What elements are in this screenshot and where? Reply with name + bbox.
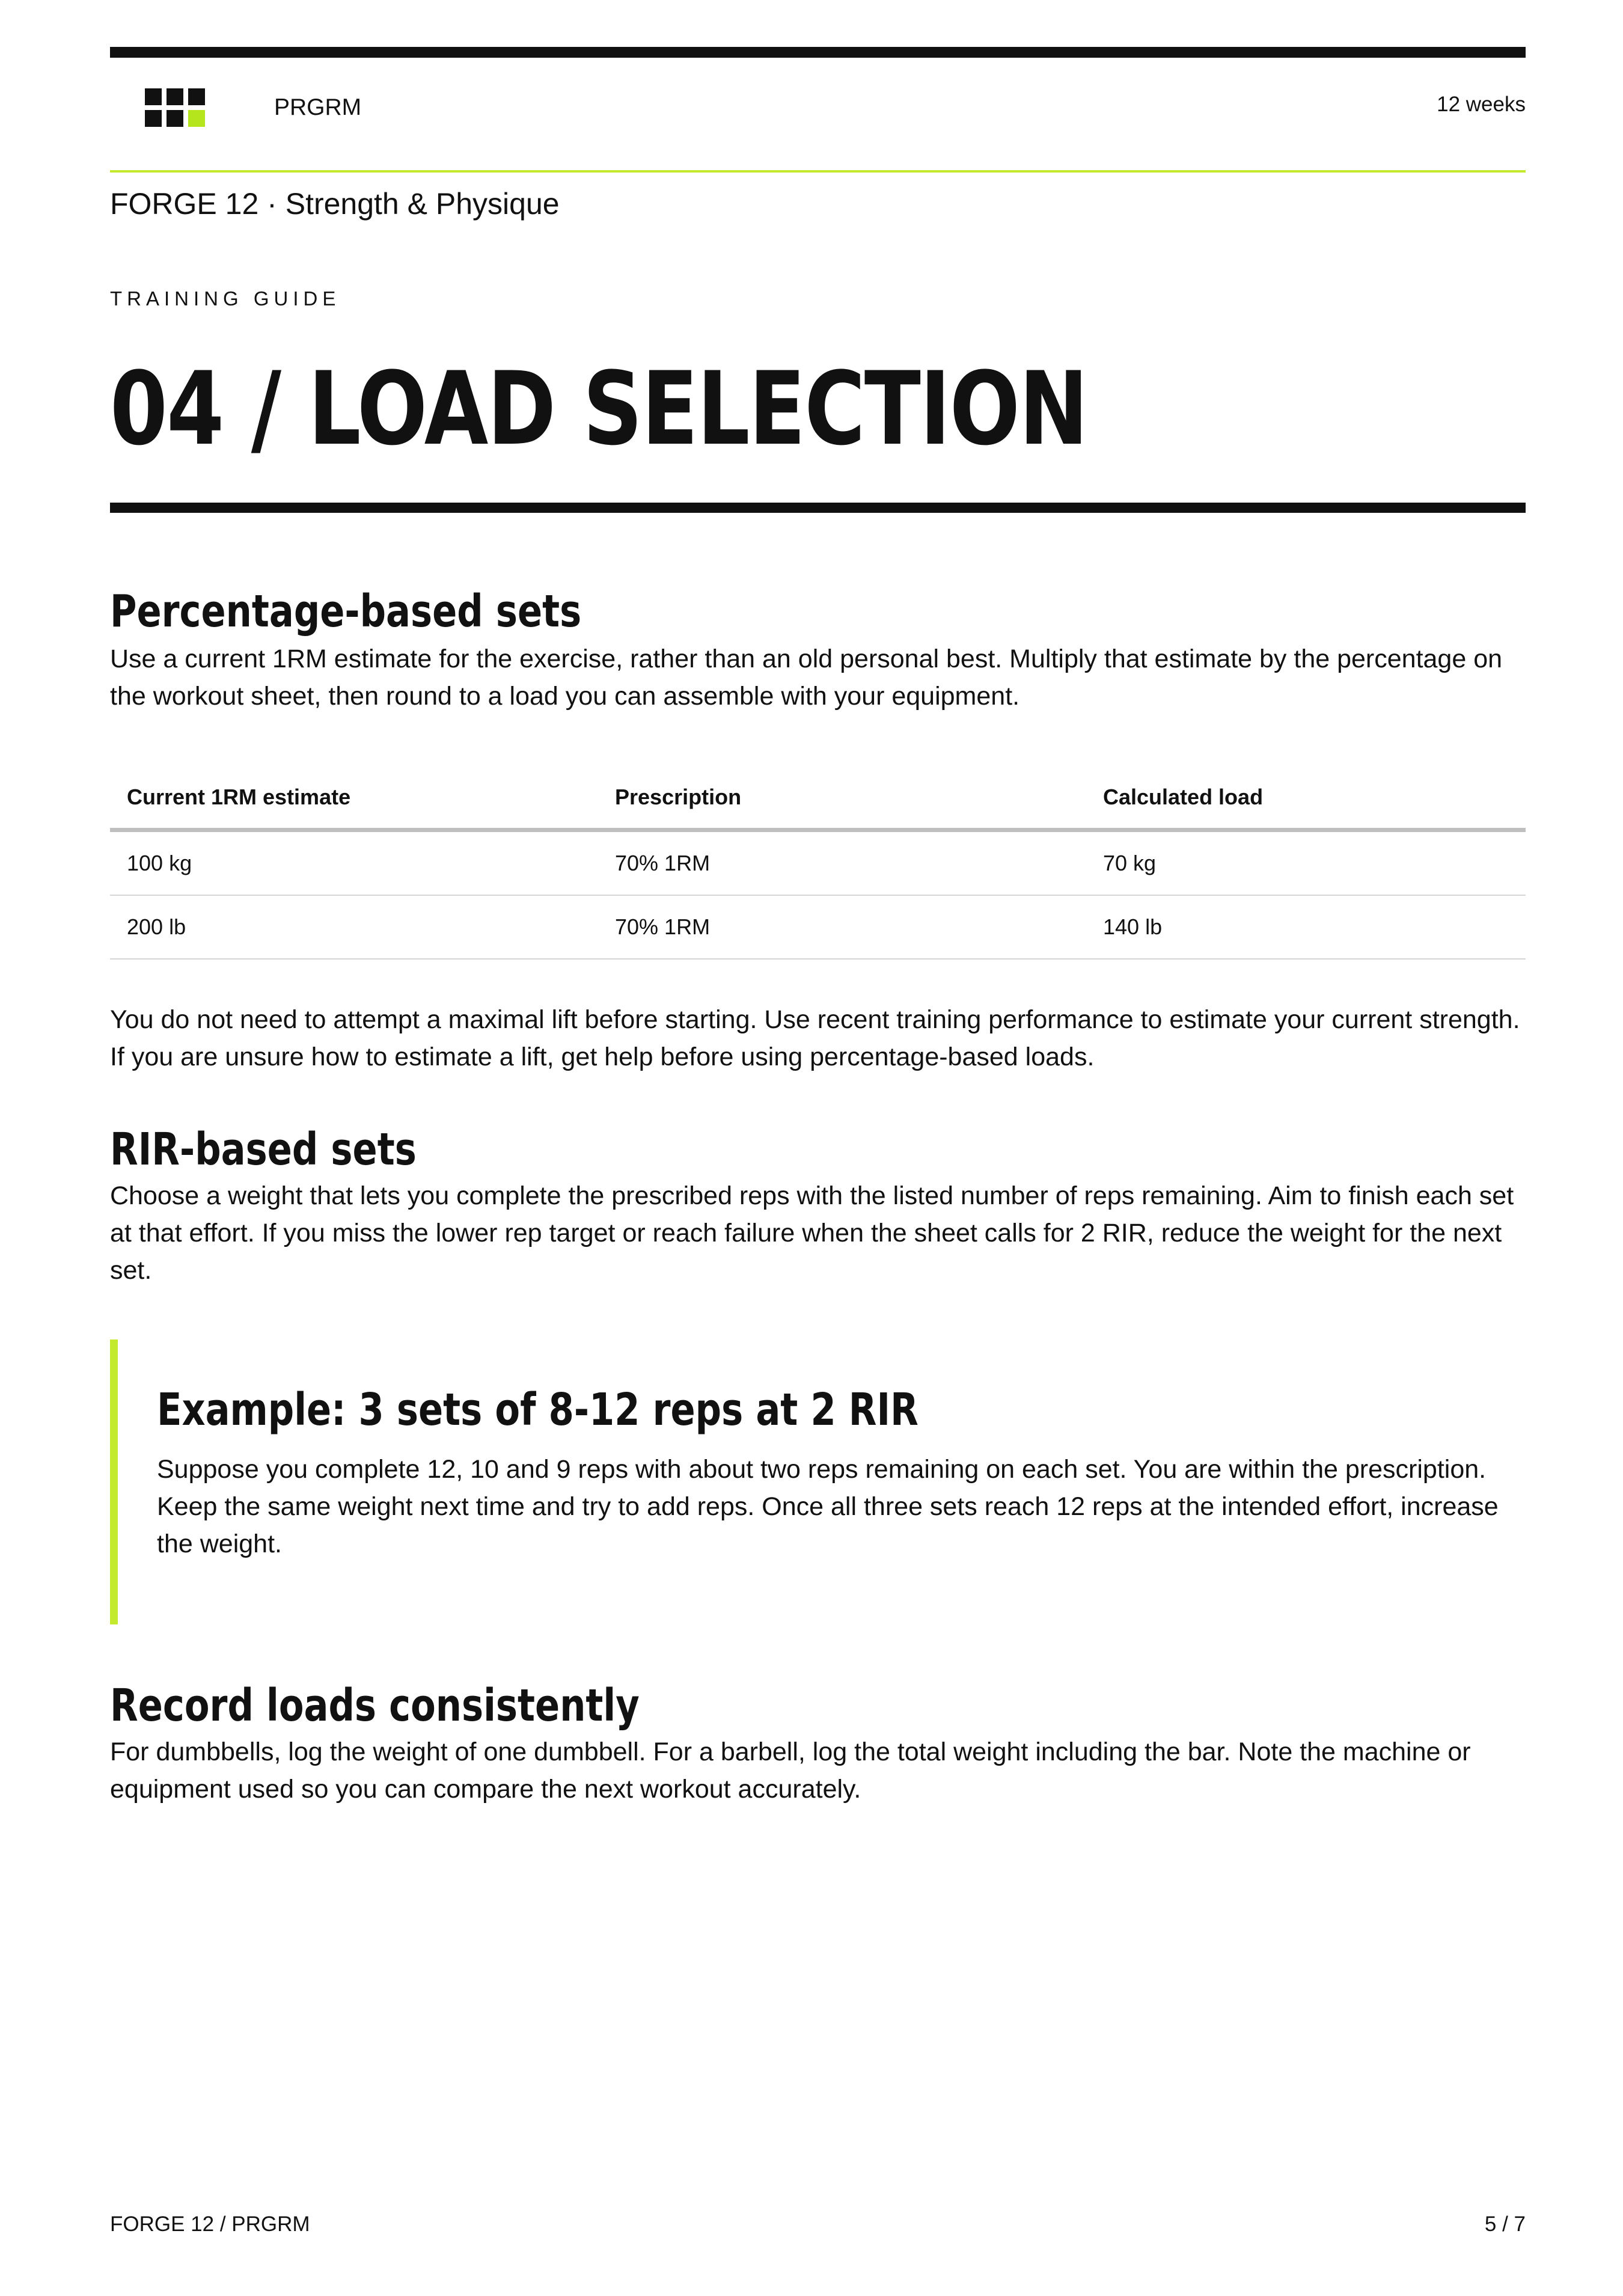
eyebrow-label: TRAINING GUIDE (110, 287, 341, 310)
chapter-rule (110, 503, 1526, 513)
page-number: 5 / 7 (1484, 2212, 1526, 2236)
program-duration: 12 weeks (1437, 93, 1526, 116)
callout-accent-bar (110, 1339, 118, 1624)
table-header-cell: Prescription (598, 767, 1086, 830)
table-cell: 200 lb (110, 895, 598, 959)
rir-text: Choose a weight that lets you complete the prescribed reps with the listed number of reps remaining. Aim to finish each set at that effort. If you miss the lower rep target or reach failure when the sheet calls for 2 RIR, reduce the weight for the next set. (110, 1181, 1514, 1285)
section-heading-percentage: Percentage-based sets (110, 586, 582, 637)
table-header-cell: Calculated load (1086, 767, 1526, 830)
grid-logo-icon (145, 88, 205, 127)
table-cell: 70% 1RM (598, 895, 1086, 959)
record-text: For dumbbells, log the weight of one dumbbell. For a barbell, log the total weight including the bar. Note the machine or equipment used so you can compare the next workout accurately. (110, 1737, 1471, 1804)
table-cell: 70% 1RM (598, 830, 1086, 896)
table-row (110, 830, 1526, 896)
footer-title: FORGE 12 / PRGRM (110, 2212, 310, 2236)
section-heading-record: Record loads consistently (110, 1680, 640, 1731)
callout-text: Suppose you complete 12, 10 and 9 reps with about two reps remaining on each set. You are within the prescription. Keep the same weight next time and try to add reps. Once all three sets reach 12 reps at the intended effort, increase the weight. (157, 1455, 1499, 1558)
example-callout (110, 1339, 1526, 1624)
table-cell: 140 lb (1086, 895, 1526, 959)
accent-rule (110, 170, 1526, 173)
load-table (110, 767, 1526, 960)
program-title: FORGE 12 · Strength & Physique (110, 187, 560, 221)
callout-heading: Example: 3 sets of 8-12 reps at 2 RIR (157, 1384, 918, 1436)
section-heading-rir: RIR-based sets (110, 1124, 417, 1175)
table-cell: 70 kg (1086, 830, 1526, 896)
table-row (110, 895, 1526, 959)
table-header-cell: Current 1RM estimate (110, 767, 598, 830)
top-rule (110, 47, 1526, 58)
brand-name: PRGRM (274, 94, 362, 120)
chapter-title: 04 / LOAD SELECTION (110, 350, 1087, 468)
table-header-row (110, 767, 1526, 830)
brand-header (145, 88, 362, 127)
table-cell: 100 kg (110, 830, 598, 896)
percentage-note: You do not need to attempt a maximal lift before starting. Use recent training performance to estimate your current strength. If you are unsure how to estimate a lift, get help before using percentage-based loads. (110, 1005, 1520, 1071)
percentage-intro: Use a current 1RM estimate for the exercise, rather than an old personal best. Multiply that estimate by the percentage on the workout sheet, then round to a load you can assemble with your equipment. (110, 644, 1503, 711)
